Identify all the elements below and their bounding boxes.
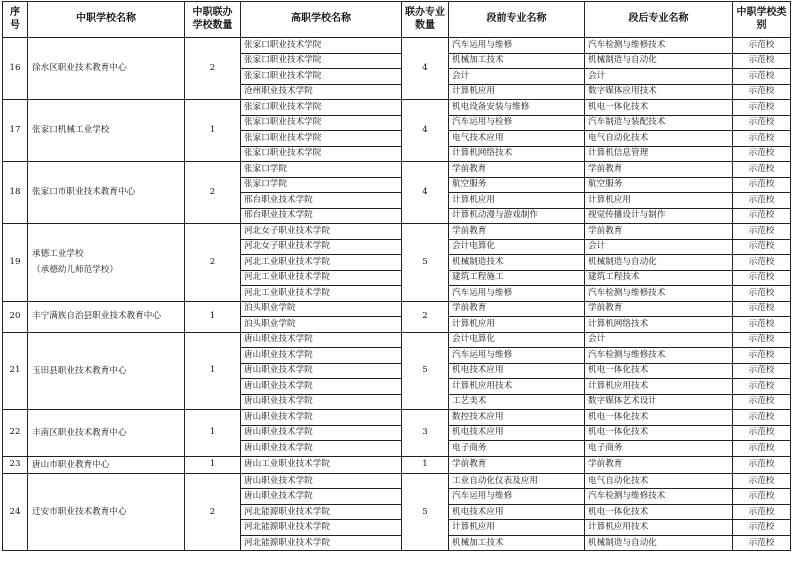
mid-school-count: 1	[185, 332, 241, 410]
mid-school-count: 2	[185, 38, 241, 100]
school-type: 示范校	[733, 84, 791, 100]
stage1-major: 工业自动化仪表及应用	[449, 473, 585, 489]
mid-school-name	[28, 473, 185, 551]
stage1-major: 计算机应用	[449, 193, 585, 209]
stage2-major: 汽车检测与维修技术	[585, 38, 733, 54]
stage2-major: 会计	[585, 69, 733, 85]
high-school-name: 邢台职业技术学院	[241, 193, 402, 209]
high-school-name: 张家口学院	[241, 162, 402, 178]
joint-major-count: 4	[402, 100, 449, 162]
stage1-major: 学前教育	[449, 301, 585, 317]
high-school-name: 泊头职业学院	[241, 317, 402, 333]
row-number: 24	[3, 473, 28, 551]
school-type: 示范校	[733, 317, 791, 333]
row-number: 16	[3, 38, 28, 100]
stage2-major: 机械制造与自动化	[585, 535, 733, 551]
mid-school-name-line: 玉田县职业技术教育中心	[32, 365, 127, 376]
school-type: 示范校	[733, 177, 791, 193]
stage2-major: 汽车检测与维修技术	[585, 286, 733, 302]
stage1-major: 学前教育	[449, 162, 585, 178]
stage2-major: 会计	[585, 332, 733, 348]
high-school-name: 张家口职业技术学院	[241, 53, 402, 69]
high-school-name: 沧州职业技术学院	[241, 84, 402, 100]
stage1-major: 汽车运用与维修	[449, 489, 585, 505]
table-row	[3, 100, 791, 116]
stage2-major: 计算机网络技术	[585, 317, 733, 333]
mid-school-count: 1	[185, 100, 241, 162]
school-type: 示范校	[733, 193, 791, 209]
high-school-name: 张家口职业技术学院	[241, 115, 402, 131]
stage2-major: 计算机应用技术	[585, 379, 733, 395]
mid-school-name	[28, 38, 185, 100]
mid-school-count: 1	[185, 410, 241, 457]
school-type: 示范校	[733, 224, 791, 240]
document-page	[0, 1, 792, 576]
row-number: 23	[3, 456, 28, 473]
stage1-major: 会计电算化	[449, 239, 585, 255]
high-school-name: 张家口职业技术学院	[241, 100, 402, 116]
high-school-name: 唐山职业技术学院	[241, 489, 402, 505]
stage1-major: 学前教育	[449, 224, 585, 240]
stage2-major: 计算机应用	[585, 193, 733, 209]
mid-school-name-line: 张家口机械工业学校	[32, 125, 110, 136]
school-type: 示范校	[733, 520, 791, 536]
header-joint-count: 联办专业数量	[402, 2, 449, 38]
stage1-major: 会计电算化	[449, 332, 585, 348]
stage2-major: 机械制造与自动化	[585, 255, 733, 271]
stage2-major: 电气自动化技术	[585, 131, 733, 147]
table-row	[3, 473, 791, 489]
high-school-name: 唐山职业技术学院	[241, 332, 402, 348]
school-type: 示范校	[733, 504, 791, 520]
stage1-major: 学前教育	[449, 456, 585, 473]
row-number: 20	[3, 301, 28, 332]
high-school-name: 唐山职业技术学院	[241, 379, 402, 395]
mid-school-count: 1	[185, 456, 241, 473]
stage2-major: 学前教育	[585, 301, 733, 317]
joint-major-count: 5	[402, 332, 449, 410]
stage1-major: 机械加工技术	[449, 53, 585, 69]
stage2-major: 机电一体化技术	[585, 410, 733, 426]
table-row	[3, 332, 791, 348]
school-type: 示范校	[733, 332, 791, 348]
joint-major-count: 1	[402, 456, 449, 473]
stage1-major: 建筑工程施工	[449, 270, 585, 286]
table-row	[3, 456, 791, 473]
stage1-major: 机械加工技术	[449, 535, 585, 551]
high-school-name: 河北女子职业技术学院	[241, 239, 402, 255]
table-row	[3, 38, 791, 54]
mid-school-name-line: （承德幼儿师范学校）	[32, 265, 118, 276]
school-type: 示范校	[733, 348, 791, 364]
mid-school-name-line: 承德工业学校	[32, 248, 84, 259]
mid-school-name	[28, 301, 185, 332]
school-type: 示范校	[733, 425, 791, 441]
table-header	[3, 2, 791, 38]
stage1-major: 汽车运用与检修	[449, 115, 585, 131]
table-row	[3, 301, 791, 317]
high-school-name: 张家口职业技术学院	[241, 146, 402, 162]
stage2-major: 汽车检测与维修技术	[585, 348, 733, 364]
stage1-major: 汽车运用与维修	[449, 38, 585, 54]
stage2-major: 计算机信息管理	[585, 146, 733, 162]
stage2-major: 学前教育	[585, 224, 733, 240]
stage2-major: 学前教育	[585, 162, 733, 178]
mid-school-name	[28, 410, 185, 457]
mid-school-name	[28, 332, 185, 410]
high-school-name: 张家口职业技术学院	[241, 131, 402, 147]
stage1-major: 计算机应用	[449, 84, 585, 100]
school-type: 示范校	[733, 146, 791, 162]
school-type: 示范校	[733, 473, 791, 489]
stage2-major: 建筑工程技术	[585, 270, 733, 286]
stage1-major: 会计	[449, 69, 585, 85]
mid-school-count: 1	[185, 301, 241, 332]
school-type: 示范校	[733, 115, 791, 131]
mid-school-name-line: 丰宁满族自治县职业技术教育中心	[32, 311, 161, 322]
mid-school-count: 2	[185, 473, 241, 551]
stage1-major: 机电设备安装与维修	[449, 100, 585, 116]
school-type: 示范校	[733, 255, 791, 271]
stage2-major: 机电一体化技术	[585, 504, 733, 520]
school-type: 示范校	[733, 131, 791, 147]
mid-school-name-line: 唐山市职业教育中心	[32, 459, 110, 470]
stage1-major: 机电技术应用	[449, 425, 585, 441]
mid-school-count: 2	[185, 162, 241, 224]
high-school-name: 河北女子职业技术学院	[241, 224, 402, 240]
mid-school-count: 2	[185, 224, 241, 302]
school-type: 示范校	[733, 489, 791, 505]
school-type: 示范校	[733, 394, 791, 410]
header-school-type: 中职学校类别	[733, 2, 791, 38]
mid-school-name	[28, 224, 185, 302]
stage2-major: 汽车检测与维修技术	[585, 489, 733, 505]
joint-program-table	[2, 1, 791, 551]
mid-school-name-line: 徐水区职业技术教育中心	[32, 63, 127, 74]
stage1-major: 机械制造技术	[449, 255, 585, 271]
stage1-major: 汽车运用与维修	[449, 286, 585, 302]
school-type: 示范校	[733, 162, 791, 178]
high-school-name: 张家口职业技术学院	[241, 38, 402, 54]
school-type: 示范校	[733, 100, 791, 116]
stage1-major: 工艺美术	[449, 394, 585, 410]
stage2-major: 电气自动化技术	[585, 473, 733, 489]
stage2-major: 电子商务	[585, 441, 733, 457]
table-row	[3, 410, 791, 426]
stage2-major: 数字媒体应用技术	[585, 84, 733, 100]
high-school-name: 唐山职业技术学院	[241, 394, 402, 410]
stage1-major: 计算机应用技术	[449, 379, 585, 395]
mid-school-name	[28, 456, 185, 473]
row-number: 18	[3, 162, 28, 224]
stage1-major: 计算机应用	[449, 317, 585, 333]
stage1-major: 电气技术应用	[449, 131, 585, 147]
stage1-major: 计算机应用	[449, 520, 585, 536]
school-type: 示范校	[733, 239, 791, 255]
stage1-major: 计算机动漫与游戏制作	[449, 208, 585, 224]
high-school-name: 唐山工业职业技术学院	[241, 456, 402, 473]
joint-major-count: 4	[402, 162, 449, 224]
stage2-major: 会计	[585, 239, 733, 255]
school-type: 示范校	[733, 301, 791, 317]
mid-school-name	[28, 100, 185, 162]
stage2-major: 航空服务	[585, 177, 733, 193]
stage2-major: 数字媒体艺术设计	[585, 394, 733, 410]
high-school-name: 河北能源职业技术学院	[241, 504, 402, 520]
high-school-name: 唐山职业技术学院	[241, 363, 402, 379]
table-row	[3, 224, 791, 240]
stage2-major: 机械制造与自动化	[585, 53, 733, 69]
stage1-major: 航空服务	[449, 177, 585, 193]
school-type: 示范校	[733, 38, 791, 54]
row-number: 22	[3, 410, 28, 457]
mid-school-name-line: 丰南区职业技术教育中心	[32, 427, 127, 438]
stage1-major: 机电技术应用	[449, 504, 585, 520]
joint-major-count: 5	[402, 473, 449, 551]
high-school-name: 唐山职业技术学院	[241, 473, 402, 489]
school-type: 示范校	[733, 208, 791, 224]
school-type: 示范校	[733, 53, 791, 69]
high-school-name: 河北工业职业技术学院	[241, 255, 402, 271]
high-school-name: 唐山职业技术学院	[241, 441, 402, 457]
school-type: 示范校	[733, 69, 791, 85]
mid-school-name	[28, 162, 185, 224]
header-high-school: 高职学校名称	[241, 2, 402, 38]
table-body	[3, 38, 791, 551]
row-number: 17	[3, 100, 28, 162]
header-mid-count: 中职联办学校数量	[185, 2, 241, 38]
joint-major-count: 5	[402, 224, 449, 302]
high-school-name: 河北能源职业技术学院	[241, 520, 402, 536]
school-type: 示范校	[733, 379, 791, 395]
stage2-major: 计算机应用技术	[585, 520, 733, 536]
high-school-name: 泊头职业学院	[241, 301, 402, 317]
high-school-name: 唐山职业技术学院	[241, 410, 402, 426]
stage2-major: 视觉传播设计与制作	[585, 208, 733, 224]
school-type: 示范校	[733, 363, 791, 379]
stage2-major: 机电一体化技术	[585, 100, 733, 116]
high-school-name: 河北工业职业技术学院	[241, 270, 402, 286]
high-school-name: 河北工业职业技术学院	[241, 286, 402, 302]
mid-school-name-line: 张家口市职业技术教育中心	[32, 187, 136, 198]
high-school-name: 唐山职业技术学院	[241, 425, 402, 441]
stage2-major: 机电一体化技术	[585, 425, 733, 441]
joint-major-count: 3	[402, 410, 449, 457]
school-type: 示范校	[733, 535, 791, 551]
school-type: 示范校	[733, 410, 791, 426]
high-school-name: 张家口职业技术学院	[241, 69, 402, 85]
header-no: 序号	[3, 2, 28, 38]
high-school-name: 唐山职业技术学院	[241, 348, 402, 364]
school-type: 示范校	[733, 456, 791, 473]
joint-major-count: 4	[402, 38, 449, 100]
stage2-major: 汽车制造与装配技术	[585, 115, 733, 131]
high-school-name: 张家口学院	[241, 177, 402, 193]
stage1-major: 机电技术应用	[449, 363, 585, 379]
stage1-major: 电子商务	[449, 441, 585, 457]
stage2-major: 机电一体化技术	[585, 363, 733, 379]
high-school-name: 邢台职业技术学院	[241, 208, 402, 224]
school-type: 示范校	[733, 286, 791, 302]
school-type: 示范校	[733, 270, 791, 286]
high-school-name: 河北能源职业技术学院	[241, 535, 402, 551]
row-number: 19	[3, 224, 28, 302]
school-type: 示范校	[733, 441, 791, 457]
header-stage1-major: 段前专业名称	[449, 2, 585, 38]
mid-school-name-line: 迁安市职业技术教育中心	[32, 506, 127, 517]
header-stage2-major: 段后专业名称	[585, 2, 733, 38]
table-row	[3, 162, 791, 178]
stage1-major: 汽车运用与维修	[449, 348, 585, 364]
joint-major-count: 2	[402, 301, 449, 332]
stage1-major: 计算机网络技术	[449, 146, 585, 162]
stage2-major: 学前教育	[585, 456, 733, 473]
stage1-major: 数控技术应用	[449, 410, 585, 426]
header-mid-school: 中职学校名称	[28, 2, 185, 38]
row-number: 21	[3, 332, 28, 410]
